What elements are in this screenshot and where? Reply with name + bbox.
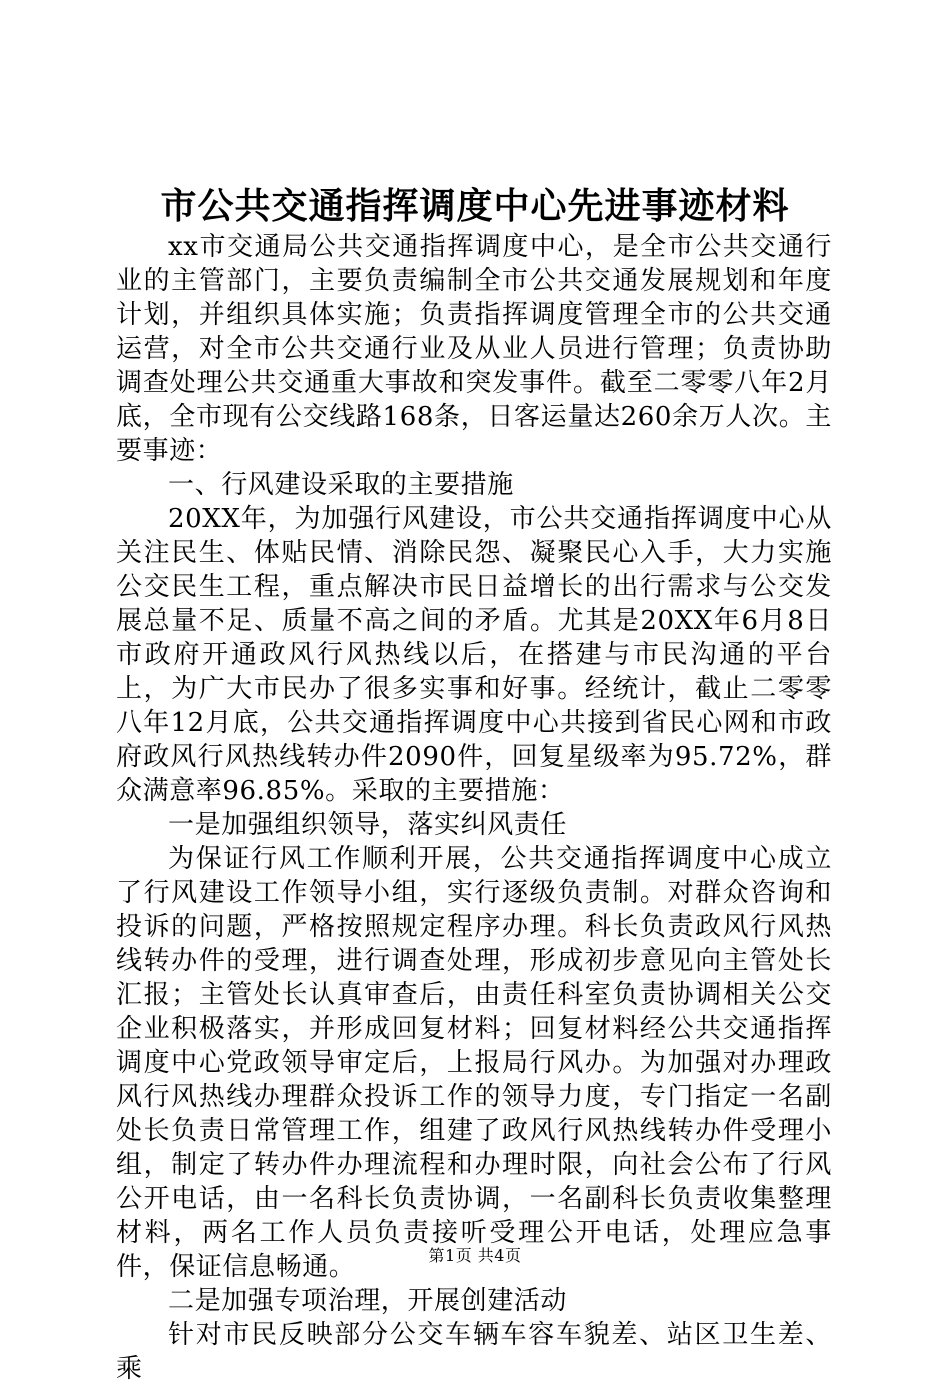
subsection-paragraph-1: 为保证行风工作顺利开展，公共交通指挥调度中心成立了行风建设工作领导小组，实行逐级负责制。对群众咨询和投诉的问题，严格按照规定程序办理。科长负责政风行风热线转办件的受理，进行调查处理，形成初步意见向主管处长汇报；主管处长认真审查后，由责任科室负责协调相关公交企业积极落实，并形成回复材料；回复材料经公共交通指挥调度中心党政领导审定后，上报局行风办。为加强对办理政风行风热线办理群众投诉工作的领导力度，专门指定一名副处长负责日常管理工作，组建了政风行风热线转办件受理小组，制定了转办件办理流程和办理时限，向社会公布了行风公开电话，由一名科长负责协调，一名副科长负责收集整理材料，两名工作人员负责接听受理公开电话，处理应急事件，保证信息畅通。: [116, 844, 832, 1282]
intro-paragraph: xx市交通局公共交通指挥调度中心，是全市公共交通行业的主管部门，主要负责编制全市公共交通发展规划和年度计划，并组织具体实施；负责指挥调度管理全市的公共交通运营，对全市公共交通行业及从业人员进行管理；负责协助调查处理公共交通重大事故和突发事件。截至二零零八年2月底，全市现有公交线路168条，日客运量达260余万人次。主要事迹：: [116, 232, 832, 466]
section-paragraph-1: 20XX年，为加强行风建设，市公共交通指挥调度中心从关注民生、体贴民情、消除民怨、凝聚民心入手，大力实施公交民生工程，重点解决市民日益增长的出行需求与公交发展总量不足、质量不高之间的矛盾。尤其是20XX年6月8日市政府开通政风行风热线以后，在搭建与市民沟通的平台上，为广大市民办了很多实事和好事。经统计，截止二零零八年12月底，公共交通指挥调度中心共接到省民心网和市政府政风行风热线转办件2090件，回复星级率为95.72%，群众满意率96.85%。采取的主要措施：: [116, 504, 832, 806]
page-footer: 第1页 共4页: [428, 1246, 522, 1265]
subsection-paragraph-2: 针对市民反映部分公交车辆车容车貌差、站区卫生差、乘: [116, 1320, 832, 1384]
document-title: 市公共交通指挥调度中心先进事迹材料: [160, 185, 790, 227]
document-body: [116, 230, 832, 1386]
section-heading-1: 一、行风建设采取的主要措施: [168, 470, 514, 500]
subsection-heading-2: 二是加强专项治理，开展创建活动: [168, 1286, 568, 1316]
subsection-heading-1: 一是加强组织领导，落实纠风责任: [168, 810, 568, 840]
